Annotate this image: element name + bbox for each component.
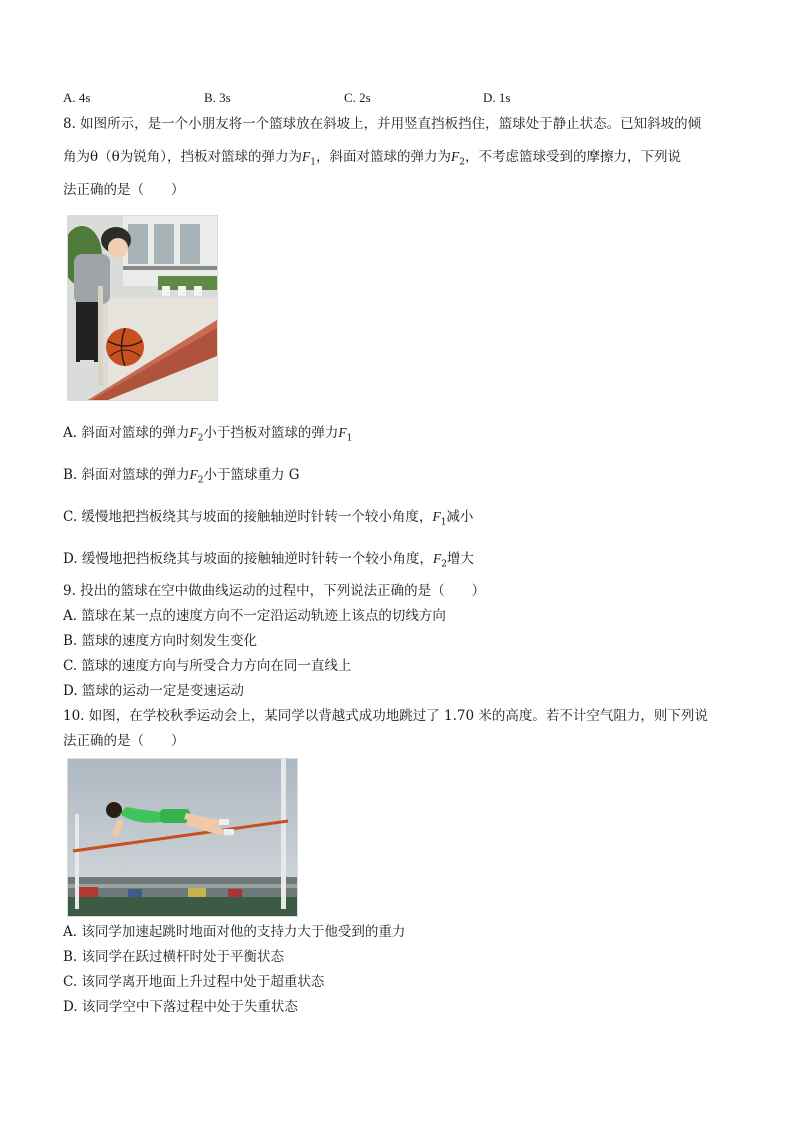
q9-option-d: D. 篮球的运动一定是变速运动 xyxy=(63,683,244,699)
q10-option-a: A. 该同学加速起跳时地面对他的支持力大于他受到的重力 xyxy=(63,924,406,940)
option-c: C. 2s xyxy=(344,90,371,105)
q9-option-a: A. 篮球在某一点的速度方向不一定沿运动轨迹上该点的切线方向 xyxy=(63,608,446,624)
q10-option-c: C. 该同学离开地面上升过程中处于超重状态 xyxy=(63,974,325,990)
q10-option-d: D. 该同学空中下落过程中处于失重状态 xyxy=(63,999,298,1015)
q8-option-c: C. 缓慢地把挡板绕其与坡面的接触轴逆时针转一个较小角度，$F_1$减小 xyxy=(63,509,474,528)
option-d: D. 1s xyxy=(483,90,511,105)
q8-option-a: A. 斜面对篮球的弹力$F_2$小于挡板对篮球的弹力$F_1$ xyxy=(63,425,353,444)
option-b: B. 3s xyxy=(204,90,231,105)
q10-stem-line1: 10. 如图，在学校秋季运动会上，某同学以背越式成功地跳过了 1.70 米的高度。若不计空气阻力，则下列说 xyxy=(63,708,708,724)
q10-option-b: B. 该同学在跃过横杆时处于平衡状态 xyxy=(63,949,285,965)
q8-stem-line3: 法正确的是（ ） xyxy=(63,182,185,198)
basketball-ramp-illustration xyxy=(68,216,217,400)
q9-option-b: B. 篮球的速度方向时刻发生变化 xyxy=(63,633,258,649)
high-jump-illustration xyxy=(68,759,297,916)
high-jump-photo xyxy=(67,758,298,917)
q10-stem-line2: 法正确的是（ ） xyxy=(63,733,185,749)
q8-stem-line2: 角为θ（θ为锐角），挡板对篮球的弹力为$F_1$，斜面对篮球的弹力为$F_2$，不考虑篮球受到的摩擦力，下列说 xyxy=(63,149,681,168)
q8-stem-line1: 8. 如图所示，是一个小朋友将一个篮球放在斜坡上，并用竖直挡板挡住，篮球处于静止状态。已知斜坡的倾 xyxy=(63,116,702,132)
option-a: A. 4s xyxy=(63,90,91,105)
basketball-ramp-photo xyxy=(67,215,218,401)
previous-question-options xyxy=(63,90,623,108)
q9-option-c: C. 篮球的速度方向与所受合力方向在同一直线上 xyxy=(63,658,352,674)
q9-stem: 9. 投出的篮球在空中做曲线运动的过程中，下列说法正确的是（ ） xyxy=(63,583,486,599)
q8-option-b: B. 斜面对篮球的弹力$F_2$小于篮球重力 G xyxy=(63,467,300,486)
q8-option-d: D. 缓慢地把挡板绕其与坡面的接触轴逆时针转一个较小角度，$F_2$增大 xyxy=(63,551,474,570)
